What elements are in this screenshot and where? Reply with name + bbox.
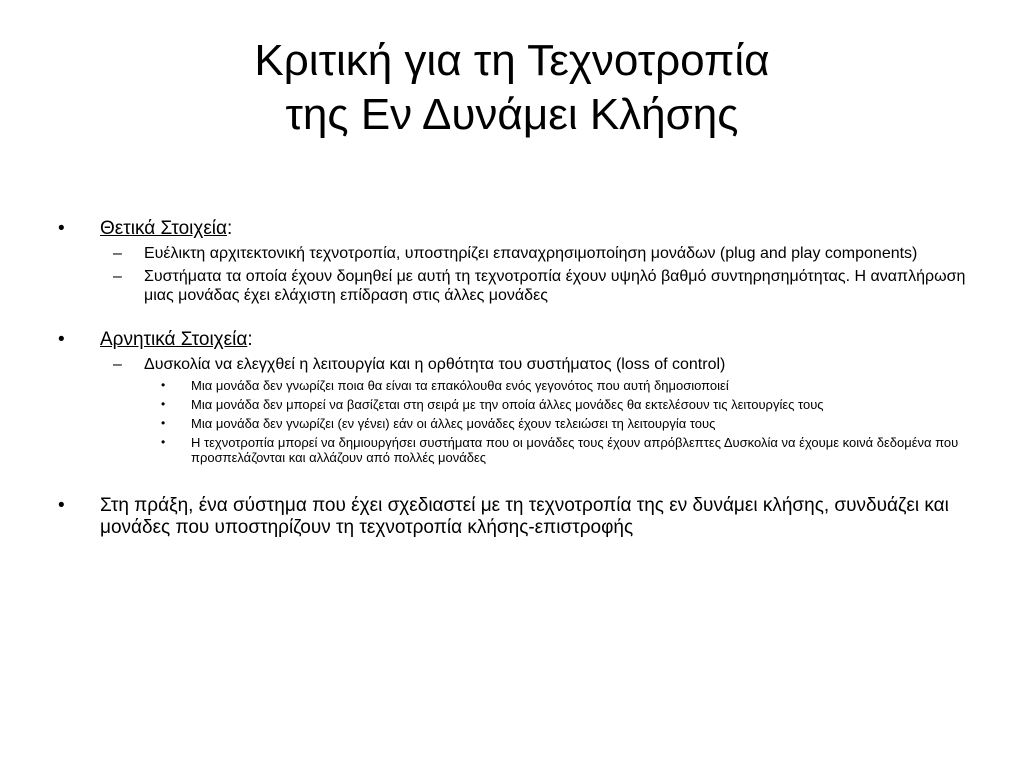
bullet-positive <box>56 218 976 240</box>
negative-subitem-text: Μια μονάδα δεν γνωρίζει (εν γένει) εάν οι άλλες μονάδες έχουν τελειώσει τη λειτουργία τους <box>191 416 716 431</box>
negative-subitem-text: Μια μονάδα δεν μπορεί να βασίζεται στη σειρά με την οποία άλλες μονάδες θα εκτελέσουν τις λειτουργίες τους <box>191 397 824 412</box>
slide-content <box>56 218 976 539</box>
dash-marker: – <box>113 245 122 262</box>
small-bullet-marker: • <box>161 435 166 449</box>
negative-item-text: Δυσκολία να ελεγχθεί η λειτουργία και η ορθότητα του συστήματος (loss of control) <box>144 356 726 373</box>
negative-subitem <box>56 435 976 465</box>
bullet-marker: • <box>58 329 65 350</box>
positive-item-text: Ευέλικτη αρχιτεκτονική τεχνοτροπία, υποστηρίζει επαναχρησιμοποίηση μονάδων (plug and play components) <box>144 245 918 262</box>
negative-subitem <box>56 416 976 431</box>
positive-heading-colon: : <box>227 218 233 239</box>
positive-heading: Θετικά Στοιχεία <box>100 218 228 239</box>
negative-subitem <box>56 378 976 393</box>
slide-title <box>0 34 1024 142</box>
negative-subitem-text: Μια μονάδα δεν γνωρίζει ποια θα είναι τα επακόλουθα ενός γεγονότος που αυτή δημοσιοποιεί <box>191 378 729 393</box>
small-bullet-marker: • <box>161 378 166 392</box>
negative-subitem-text: Η τεχνοτροπία μπορεί να δημιουργήσει συστήματα που οι μονάδες τους έχουν απρόβλεπτες Δυσκολία να έχουμε κοινά δεδομένα που προσπελάζονται και αλλάζουν από πολλές μονάδες <box>191 435 959 465</box>
negative-heading: Αρνητικά Στοιχεία <box>100 329 248 350</box>
conclusion-text: Στη πράξη, ένα σύστημα που έχει σχεδιαστεί με τη τεχνοτροπία της εν δυνάμει κλήσης, συνδυάζει και μονάδες που υποστηρίζουν τη τεχνοτροπία κλήσης-επιστροφής <box>100 495 949 538</box>
bullet-marker: • <box>58 495 65 516</box>
dash-marker: – <box>113 268 122 285</box>
bullet-conclusion <box>56 495 976 539</box>
positive-item <box>56 244 976 263</box>
small-bullet-marker: • <box>161 416 166 430</box>
positive-item-text: Συστήματα τα οποία έχουν δομηθεί με αυτή τη τεχνοτροπία έχουν υψηλό βαθμό συντηρησημότητας. Η αναπλήρωση μιας μονάδας έχει ελάχιστη επίδραση στις άλλες μονάδες <box>144 268 966 304</box>
negative-heading-colon: : <box>247 329 253 350</box>
dash-marker: – <box>113 356 122 373</box>
title-line-1: Κριτική για τη Τεχνοτροπία <box>254 36 770 85</box>
title-line-2: της Εν Δυνάμει Κλήσης <box>285 90 739 139</box>
positive-item <box>56 267 976 305</box>
negative-subitem <box>56 397 976 412</box>
bullet-marker: • <box>58 218 65 239</box>
negative-item <box>56 355 976 374</box>
bullet-negative <box>56 329 976 351</box>
small-bullet-marker: • <box>161 397 166 411</box>
